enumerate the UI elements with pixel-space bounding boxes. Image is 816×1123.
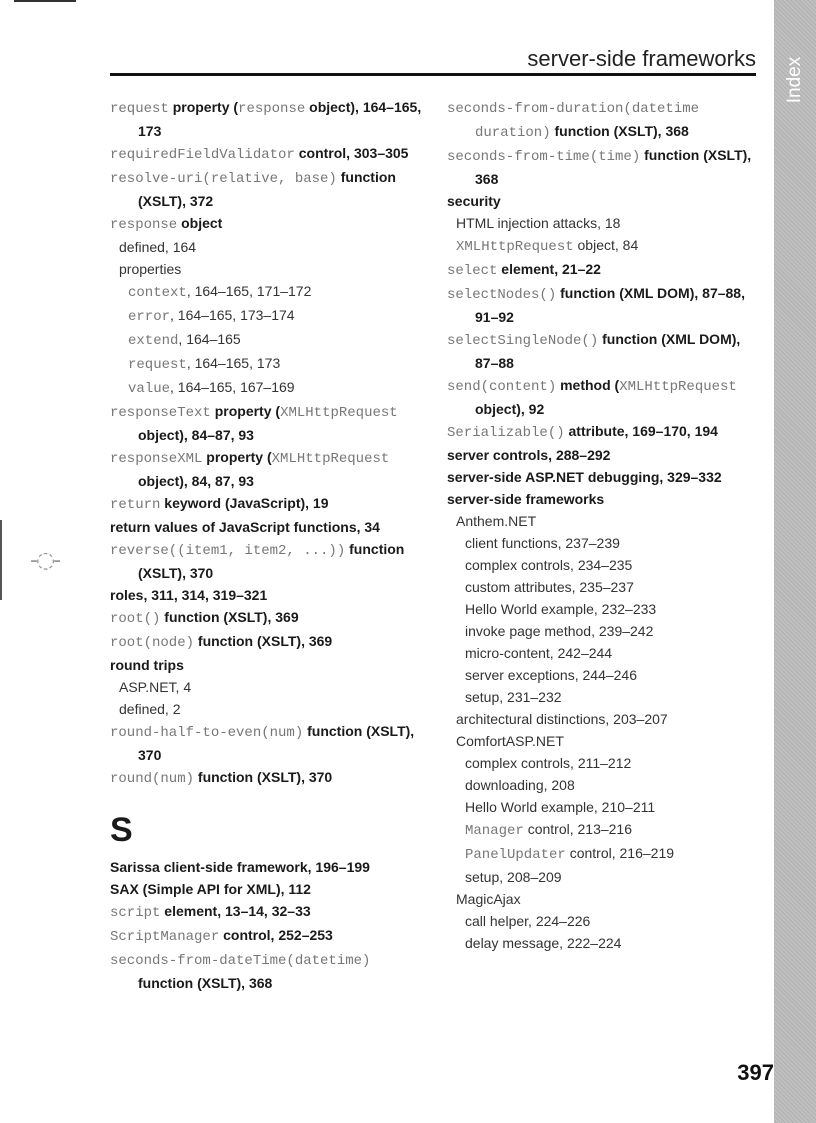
right-entries [447, 96, 765, 954]
index-entry-part: custom attributes, 235–237 [465, 579, 634, 595]
index-entry-part: properties [119, 261, 182, 277]
index-entry [447, 96, 765, 144]
index-entry [447, 818, 765, 842]
index-entry-part: object), 164–165, 173 [138, 99, 422, 139]
index-entry-part: control, 216–219 [565, 845, 675, 861]
index-entry [110, 924, 428, 948]
index-entry-part: resolve-uri(relative, base) [110, 171, 337, 187]
side-tab-label [780, 50, 810, 110]
index-entry-part: return values of JavaScript functions, 34 [110, 519, 380, 535]
index-entry-part: root(node) [110, 635, 195, 651]
index-entry-part: context [128, 285, 187, 301]
index-entry [447, 664, 765, 686]
index-entry [110, 328, 428, 352]
index-entry [110, 516, 428, 538]
index-entry [447, 510, 765, 532]
index-entry-part: server exceptions, 244–246 [465, 667, 637, 683]
index-entry-part: seconds-from-time(time) [447, 149, 641, 165]
index-entry-part: micro-content, 242–244 [465, 645, 613, 661]
index-entry-part: XMLHttpRequest [280, 405, 398, 421]
index-entry-part: setup, 231–232 [465, 689, 562, 705]
index-entry [110, 630, 428, 654]
index-entry-part: object, 84 [573, 237, 639, 253]
index-entry [110, 766, 428, 790]
index-entry [447, 866, 765, 888]
page-number: 397 [737, 1060, 774, 1085]
index-entry-part: return [110, 497, 161, 513]
index-entry-part: function (XSLT), 370 [138, 541, 405, 581]
index-column-left [110, 96, 428, 994]
index-entry-part: function (XML DOM), 87–88, 91–92 [475, 285, 745, 325]
index-entry-part: call helper, 224–226 [465, 913, 591, 929]
index-entry-part: error [128, 309, 171, 325]
index-entry [110, 900, 428, 924]
index-entry-part: function (XSLT), 368 [138, 975, 273, 991]
index-entry [447, 598, 765, 620]
index-entry-part: attribute, 169–170, 194 [564, 423, 718, 439]
index-entry-part: delay message, 222–224 [465, 935, 622, 951]
index-entry [110, 584, 428, 606]
index-entry-part: ASP.NET, 4 [119, 679, 192, 695]
index-entry-part: element, 13–14, 32–33 [160, 903, 311, 919]
index-entry [447, 190, 765, 212]
registration-mark-icon: -◌- [30, 548, 60, 573]
index-entry-part: object), 84, 87, 93 [138, 473, 254, 489]
index-entry-part: value [128, 381, 171, 397]
index-entry-part: request [110, 101, 169, 117]
index-entry [110, 212, 428, 236]
index-entry-part: Manager [465, 823, 524, 839]
index-entry [447, 234, 765, 258]
index-entry [447, 258, 765, 282]
index-entry-part: invoke page method, 239–242 [465, 623, 654, 639]
index-entry [447, 488, 765, 510]
index-entry [110, 400, 428, 446]
crop-mark-top [14, 0, 76, 2]
index-entry-part: root() [110, 611, 161, 627]
section-letter: S [110, 811, 133, 849]
index-entry [110, 166, 428, 212]
index-entry [110, 304, 428, 328]
index-entry-part: selectNodes() [447, 287, 557, 303]
index-entry [110, 606, 428, 630]
index-entry [110, 352, 428, 376]
index-entry-part: PanelUpdater [465, 847, 566, 863]
index-entry-part: round(num) [110, 771, 195, 787]
index-entry-part: Hello World example, 210–211 [465, 799, 656, 815]
index-entry [447, 752, 765, 774]
index-entry [110, 258, 428, 280]
index-entry [110, 654, 428, 676]
index-entry [447, 466, 765, 488]
index-entry-part: response [238, 101, 306, 117]
index-entry-part: response [110, 217, 178, 233]
index-entry-part: defined, 2 [119, 701, 181, 717]
index-entry [447, 420, 765, 444]
index-entry-part: function (XSLT), 369 [194, 633, 333, 649]
index-entry-part: select [447, 263, 498, 279]
index-entry-part: function (XSLT), 368 [550, 123, 689, 139]
index-entry-part: XMLHttpRequest [456, 239, 574, 255]
index-entry-part: script [110, 905, 161, 921]
index-entry-part: element, 21–22 [497, 261, 601, 277]
index-entry [447, 842, 765, 866]
index-entry-part: object [177, 215, 223, 231]
index-entry [447, 328, 765, 374]
index-entry [447, 374, 765, 420]
left-entries-r [110, 96, 428, 790]
index-entry-part: , 164–165 [178, 331, 241, 347]
index-entry-part: , 164–165, 173 [186, 355, 281, 371]
index-entry [447, 932, 765, 954]
index-entry [110, 492, 428, 516]
index-entry-part: HTML injection attacks, 18 [456, 215, 621, 231]
left-entries-s [110, 856, 428, 994]
index-entry-part: function (XSLT), 370 [194, 769, 333, 785]
index-entry-part: Anthem.NET [456, 513, 537, 529]
index-entry [110, 236, 428, 258]
index-entry-part: control, 252–253 [219, 927, 333, 943]
index-entry [447, 620, 765, 642]
index-entry [447, 708, 765, 730]
index-entry [447, 686, 765, 708]
index-entry [110, 376, 428, 400]
index-entry-part: Serializable() [447, 425, 565, 441]
index-entry-part: architectural distinctions, 203–207 [456, 711, 668, 727]
index-entry [110, 446, 428, 492]
index-entry-part: requiredFieldValidator [110, 147, 295, 163]
index-entry-part: property ( [168, 99, 239, 115]
index-entry-part: defined, 164 [119, 239, 197, 255]
index-entry-part: object), 92 [475, 401, 545, 417]
index-entry-part: server controls, 288–292 [447, 447, 611, 463]
index-entry [110, 280, 428, 304]
index-entry-part: seconds-from-duration(datetime duration) [447, 101, 700, 141]
index-entry-part: MagicAjax [456, 891, 521, 907]
index-entry-part: responseText [110, 405, 211, 421]
index-entry-part: , 164–165, 171–172 [186, 283, 312, 299]
index-entry-part: roles, 311, 314, 319–321 [110, 587, 268, 603]
index-entry-part: setup, 208–209 [465, 869, 562, 885]
index-entry [110, 856, 428, 878]
index-entry [447, 144, 765, 190]
index-entry-part: ScriptManager [110, 929, 220, 945]
index-entry-part: function (XML DOM), 87–88 [475, 331, 741, 371]
index-entry [447, 532, 765, 554]
index-entry-part: , 164–165, 173–174 [170, 307, 295, 323]
index-entry [447, 730, 765, 752]
index-entry-part: complex controls, 211–212 [465, 755, 632, 771]
index-entry [110, 96, 428, 142]
index-entry-part: SAX (Simple API for XML), 112 [110, 881, 311, 897]
index-entry-part: control, 213–216 [523, 821, 633, 837]
index-entry [447, 282, 765, 328]
index-entry [110, 698, 428, 720]
running-head: server-side frameworks [527, 46, 756, 71]
index-entry-part: function (XSLT), 369 [160, 609, 299, 625]
side-tab-text: Index [784, 56, 806, 104]
index-entry [110, 948, 428, 994]
index-entry [447, 888, 765, 910]
index-entry-part: reverse((item1, item2, ...)) [110, 543, 346, 559]
index-entry-part: keyword (JavaScript), 19 [160, 495, 329, 511]
index-entry [110, 720, 428, 766]
index-entry-part: security [447, 193, 501, 209]
index-entry-part: method ( [556, 377, 620, 393]
index-entry-part: round trips [110, 657, 184, 673]
index-entry-part: XMLHttpRequest [619, 379, 737, 395]
index-entry [447, 910, 765, 932]
index-entry-part: control, 303–305 [294, 145, 409, 161]
index-entry [110, 142, 428, 166]
index-entry-part: server-side ASP.NET debugging, 329–332 [447, 469, 722, 485]
index-entry-part: function (XSLT), 368 [475, 147, 752, 187]
index-entry [447, 212, 765, 234]
index-entry [447, 444, 765, 466]
index-entry-part: Hello World example, 232–233 [465, 601, 657, 617]
index-entry [110, 538, 428, 584]
index-entry [110, 878, 428, 900]
index-entry-part: function (XSLT), 370 [138, 723, 415, 763]
index-entry-part: object), 84–87, 93 [138, 427, 254, 443]
index-entry-part: extend [128, 333, 179, 349]
index-entry-part: ComfortASP.NET [456, 733, 564, 749]
index-entry-part: client functions, 237–239 [465, 535, 620, 551]
index-entry-part: send(content) [447, 379, 557, 395]
index-entry-part: , 164–165, 167–169 [170, 379, 295, 395]
index-entry-part: request [128, 357, 187, 373]
index-entry-part: selectSingleNode() [447, 333, 599, 349]
index-entry [447, 554, 765, 576]
index-entry [447, 796, 765, 818]
index-entry-part: property ( [202, 449, 272, 465]
header-rule [110, 73, 756, 76]
index-entry-part: responseXML [110, 451, 203, 467]
index-entry-part: seconds-from-dateTime(datetime) [110, 953, 371, 969]
index-entry-part: downloading, 208 [465, 777, 575, 793]
index-entry [447, 642, 765, 664]
index-entry-part: complex controls, 234–235 [465, 557, 633, 573]
index-entry [447, 774, 765, 796]
index-entry [110, 676, 428, 698]
index-entry-part: XMLHttpRequest [271, 451, 390, 467]
index-entry-part: function (XSLT), 372 [138, 169, 396, 209]
index-side-tab [774, 0, 816, 1123]
index-column-right [447, 96, 765, 954]
index-entry-part: server-side frameworks [447, 491, 605, 507]
index-entry-part: round-half-to-even(num) [110, 725, 304, 741]
index-entry [447, 576, 765, 598]
index-entry-part: property ( [210, 403, 281, 419]
crop-mark-left [0, 520, 2, 600]
index-entry-part: Sarissa client-side framework, 196–199 [110, 859, 370, 875]
